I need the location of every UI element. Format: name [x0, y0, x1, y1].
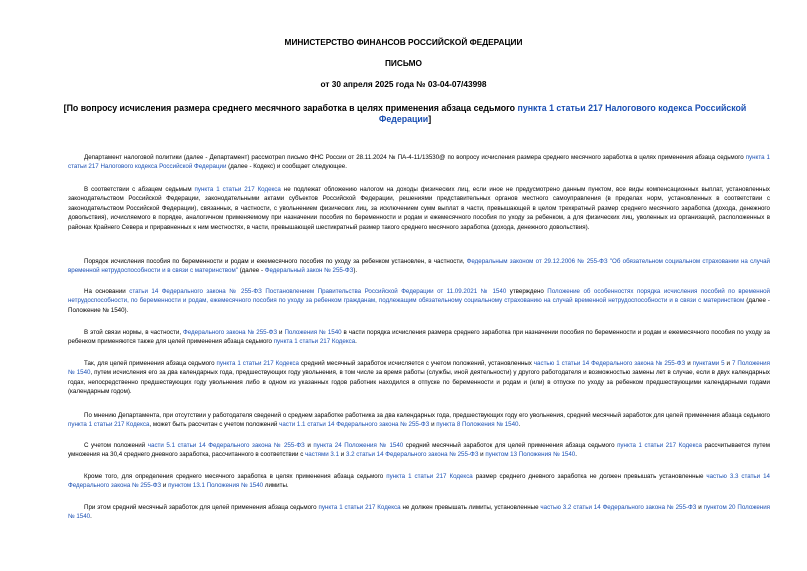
law-reference-link[interactable]: Положения № 1540: [284, 329, 342, 336]
law-reference-link[interactable]: части 5.1 статьи 14 Федерального закона № 255-ФЗ: [147, 442, 305, 449]
paragraph-text: .: [90, 513, 92, 521]
paragraph-text: утверждено: [506, 288, 548, 295]
law-reference-link[interactable]: пункта 8 Положения № 1540: [436, 421, 519, 429]
paragraph-text: размер среднего дневного заработка не должен превышать установленные: [472, 473, 707, 480]
paragraph-text: На основании: [84, 288, 130, 295]
paragraph-text: .: [518, 421, 521, 429]
paragraph-text: и: [696, 504, 704, 511]
law-reference-link[interactable]: части 1.1 статьи 14 Федерального закона № 255-ФЗ: [279, 421, 430, 429]
law-reference-link[interactable]: Положение об особенностях порядка исчисления пособий по временной нетрудоспособности, по беременности и родам, ежемесячного пособия по уходу за ребенком гражданам, подлежащим обязательному социальному страхованию на случай временной нетрудоспособности и в связи с материнством: [68, 288, 771, 305]
paragraph-text: .: [355, 338, 357, 346]
law-reference-link[interactable]: пункта 1 статьи 217 Кодекса: [216, 360, 299, 367]
paragraph-text: Так, для целей применения абзаца седьмого: [84, 360, 217, 367]
law-reference-link[interactable]: Постановлением Правительства Российской Федерации от 11.09.2021 № 1540: [265, 288, 507, 295]
paragraph-text: (далее -: [237, 267, 265, 275]
paragraph-text: и: [161, 482, 169, 490]
paragraph: [68, 328, 770, 347]
paragraph-text: не подлежат обложению налогом на доходы физических лиц, если иное не предусмотрено данным пунктом, все виды компенсационных выплат, установленных законодательством Российской Федерации, законодательными актами субъектов Российской Федерации, решениями представительных органов местного самоуправления (в пределах норм, установленных в соответствии с законодательством Российской Федерации), связанных, в частности, с увольнением физических лиц, за исключением сумм выплат в части, превышающей в целом трехкратный размер среднего месячного заработка (дохода, денежного довольствия), исчисляемого в порядке, аналогичном применяемому при назначении пособия по беременности и родам и ежемесячного пособия по уходу за ребенком, а для физических лиц, уволенных из организаций, расположенных в районах Крайнего Севера и приравненных к ним местностях, в части, превышающей шестикратный размер такого среднего месячного заработка (дохода, денежного довольствия).: [68, 186, 771, 231]
ministry-heading: МИНИСТЕРСТВО ФИНАНСОВ РОССИЙСКОЙ ФЕДЕРАЦИИ: [284, 37, 523, 47]
paragraph-text: С учетом положений: [84, 442, 148, 449]
law-reference-link[interactable]: Федеральным законом от 29.12.2006 № 255-ФЗ "Об обязательном социальном страховании на случай временной нетрудоспособности и в связи с материнством": [68, 258, 770, 275]
law-reference-link[interactable]: пункта 1 статьи 217 Кодекса: [68, 421, 150, 429]
paragraph: [68, 441, 770, 460]
title-text: По вопросу исчисления размера среднего месячного заработка в целях применения абзаца седьмого: [66, 103, 518, 113]
paragraph-text: Кроме того, для определения среднего месячного заработка в целях применения абзаца седьмого: [84, 473, 387, 480]
law-reference-link[interactable]: 3.2 статьи 14 Федерального закона № 255-ФЗ: [345, 451, 479, 459]
paragraph: [68, 359, 770, 397]
paragraph-text: рассчитывается путем умножения на 30,4 среднего дневного заработка, рассчитанного в соответствии с: [68, 442, 770, 459]
paragraph-text: и: [277, 329, 285, 336]
paragraph: [68, 411, 770, 430]
paragraph-text: и: [339, 451, 346, 459]
law-reference-link[interactable]: пунктом 13 Положения № 1540: [485, 451, 576, 459]
law-reference-link[interactable]: пункта 1 статьи 217 Кодекса: [273, 338, 356, 346]
document-type: ПИСЬМО: [384, 58, 423, 68]
paragraph-text: и: [724, 360, 732, 367]
paragraph-text: и: [429, 421, 437, 429]
paragraph-text: По мнению Департамента, при отсутствии у работодателя сведений о среднем заработке работника за два календарных года, предшествующих году его увольнения, средний месячный заработок для целей применения абзаца седьмого: [84, 412, 770, 419]
title-open-bracket: [: [63, 103, 67, 113]
law-reference-link[interactable]: пунктом 20 Положения № 1540: [68, 504, 770, 521]
paragraph-text: и: [304, 442, 314, 449]
law-reference-link[interactable]: пункта 1 статьи 217 Кодекса: [617, 442, 702, 449]
paragraph-text: не должен превышать лимиты, установленные: [400, 504, 541, 511]
law-reference-link[interactable]: статьи 14 Федерального закона № 255-ФЗ: [129, 288, 262, 295]
law-reference-link[interactable]: частями 3.1: [305, 451, 340, 459]
paragraph-text: и: [685, 360, 693, 367]
paragraph-text: , путем исчисления его за два календарных года, предшествующих году увольнения, в том числе за время работы (службы, иной деятельности) у другого работодателя и возможностью замены лет в случае, если в двух календарных годах, непосредственно предшествующих году увольнения либо в одном из указанных годов работник находился в отпуске по беременности и родам и (или) в отпуске по уходу за ребенком предшествующими календарными годами (календарным годом).: [68, 369, 771, 396]
document-date-number: от 30 апреля 2025 года № 03-04-07/43998: [320, 79, 487, 89]
paragraph: [68, 503, 770, 522]
law-reference-link[interactable]: пункта 1 статьи 217 Кодекса: [194, 186, 281, 193]
paragraph-text: В этой связи нормы, в частности,: [84, 329, 184, 336]
paragraph-text: Департамент налоговой политики (далее - Департамент) рассмотрел письмо ФНС России от 28.11.2024 № ПА-4-11/13530@ по вопросу исчисления размера среднего месячного заработка в целях применения абзаца седьмого: [84, 154, 746, 161]
paragraph-text: ).: [353, 267, 358, 275]
paragraph-text: средний месячный заработок для целей применения абзаца седьмого: [403, 442, 618, 449]
paragraph-text: и: [478, 451, 486, 459]
law-reference-link[interactable]: пункта 24 Положения № 1540: [313, 442, 404, 449]
law-reference-link[interactable]: 7 Положения № 1540: [68, 360, 770, 377]
law-reference-link[interactable]: Федеральный закон № 255-ФЗ: [264, 267, 354, 275]
law-reference-link[interactable]: пунктами 5: [692, 360, 725, 367]
paragraph-text: средний месячный заработок исчисляется с учетом положений, установленных: [298, 360, 534, 367]
law-reference-link[interactable]: пункта 1 статьи 217 Налогового кодекса Российской Федерации: [68, 154, 770, 171]
law-reference-link[interactable]: частью 1 статьи 14 Федерального закона № 255-ФЗ: [533, 360, 686, 367]
paragraph-text: (далее - Кодекс) и сообщает следующее.: [226, 163, 347, 171]
paragraph: [68, 472, 770, 491]
title-link[interactable]: пункта 1 статьи 217 Налогового кодекса Российской Федерации: [378, 103, 747, 124]
title-close-bracket: ]: [428, 114, 432, 124]
paragraph: [68, 185, 770, 232]
paragraph-text: В соответствии с абзацем седьмым: [84, 186, 195, 193]
document-title: [60, 103, 750, 125]
paragraph-text: Порядок исчисления пособия по беременности и родам и ежемесячного пособия по уходу за ребенком установлен, в частности,: [84, 258, 467, 265]
paragraph-text: .: [575, 451, 577, 459]
paragraph: [68, 287, 770, 315]
paragraph-text: в части порядка исчисления размера среднего заработка при назначении пособия по беременности и родам и ежемесячного пособия по уходу за ребенком применяются также для целей применения абзаца седьмого: [68, 329, 770, 346]
law-reference-link[interactable]: Федерального закона № 255-ФЗ: [183, 329, 278, 336]
paragraph: [68, 257, 770, 276]
paragraph-text: При этом средний месячный заработок для целей применения абзаца седьмого: [84, 504, 319, 511]
paragraph-text: , может быть рассчитан с учетом положений: [149, 421, 280, 429]
law-reference-link[interactable]: частью 3.2 статьи 14 Федерального закона № 255-ФЗ: [540, 504, 697, 511]
law-reference-link[interactable]: пункта 1 статьи 217 Кодекса: [318, 504, 401, 511]
law-reference-link[interactable]: пункта 1 статьи 217 Кодекса: [386, 473, 473, 480]
paragraph-text: лимиты.: [263, 482, 289, 490]
law-reference-link[interactable]: пунктом 13.1 Положения № 1540: [168, 482, 264, 490]
paragraph-text: (далее - Положение № 1540).: [68, 297, 770, 314]
paragraph: [68, 153, 770, 172]
law-reference-link[interactable]: частью 3.3 статьи 14 Федерального закона № 255-ФЗ: [68, 473, 770, 490]
